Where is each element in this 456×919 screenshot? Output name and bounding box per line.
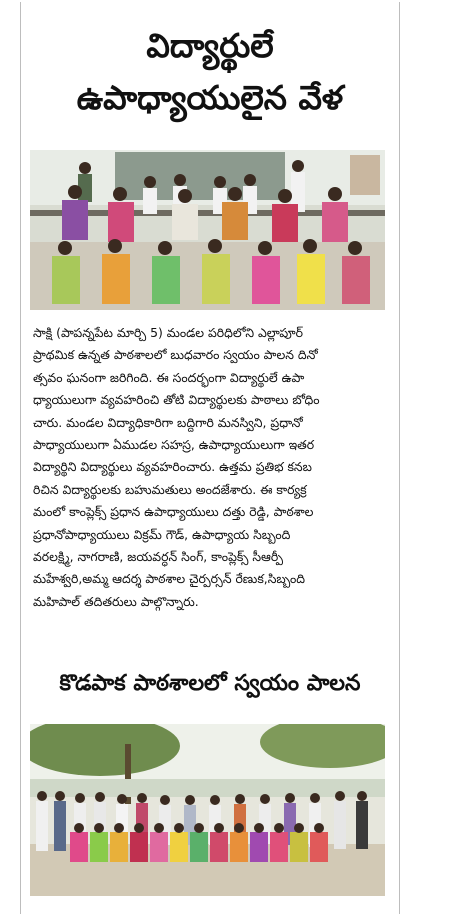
article-line: వరలక్ష్మి, నాగరాణి, జయవర్ధన్ సింగ్, కాంప్లెక్స్ సీఆర్పీ xyxy=(33,549,284,565)
article-line: త్సవం ఘనంగా జరిగింది. ఈ సందర్భంగా విద్యార్థులే ఉపా xyxy=(33,369,305,385)
group-photo-outdoor xyxy=(30,724,385,896)
group-photo-classroom xyxy=(30,150,385,310)
article-line: మంలో కాంప్లెక్స్ ప్రధాన ఉపాధ్యాయులు దత్తు రెడ్డి, పాఠశాల xyxy=(33,504,314,520)
article-line: పాధ్యాయులుగా ఏముడల సహస్ర, ఉపాధ్యాయులుగా ఇతర xyxy=(33,437,315,453)
article-line: ధ్యాయులుగా వ్యవహరించి తోటి విద్యార్థులకు పాఠాలు బోధిం xyxy=(33,392,320,408)
article-line: రిచిన విద్యార్థులకు బహుమతులు అందజేశారు. ఈ కార్యక్ర xyxy=(33,481,307,497)
article-line: విద్యార్థిని విద్యార్థులు వ్యవహరించారు. ఉత్తమ ప్రతిభ కనబ xyxy=(33,459,312,475)
article-line: ప్రధానోపాధ్యాయులు విక్రమ్ గౌడ్, ఉపాధ్యాయ సిబ్బంది xyxy=(33,526,291,542)
classroom-photo-illustration xyxy=(30,150,385,310)
article-line: చారు. మండల విద్యాధికారిగా బద్దిగారి మనస్విని, ప్రధానో xyxy=(33,414,303,430)
article-line: ప్రాథమిక ఉన్నత పాఠశాలలో బుధవారం స్వయం పాలన దినో xyxy=(33,347,318,363)
article-line: మహిపాల్ తదితరులు పాల్గొన్నారు. xyxy=(33,593,199,609)
article-line: సాక్షి (పాపన్నపేట మార్చి 5) మండల పరిధిలోని ఎల్లాపూర్ xyxy=(33,325,303,340)
article-line: మహేశ్వరి,అమ్మ ఆదర్శ పాఠశాల చైర్పర్సన్ రేణుక,సిబ్బంది xyxy=(33,571,305,587)
subheadline: కొడపాక పాఠశాలలో స్వయం పాలన xyxy=(59,671,361,696)
article-body xyxy=(33,322,385,613)
outdoor-photo-illustration xyxy=(30,724,385,896)
headline-line-1: విద్యార్థులే xyxy=(146,26,274,65)
newspaper-clipping xyxy=(20,2,400,914)
headline-line-2: ఉపాధ్యాయులైన వేళ xyxy=(76,78,344,117)
